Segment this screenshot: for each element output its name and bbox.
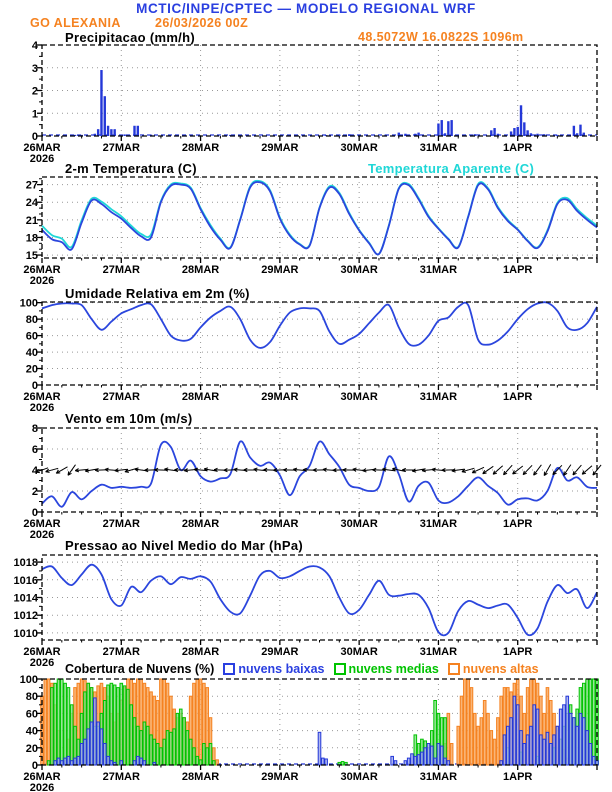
run-datetime: 26/03/2026 00Z [155,16,249,30]
svg-text:29MAR: 29MAR [261,142,299,154]
svg-text:30MAR: 30MAR [340,391,378,403]
mid-clouds-legend-label: nuvens medias [348,662,439,676]
svg-text:27MAR: 27MAR [102,771,140,783]
svg-text:28MAR: 28MAR [181,771,220,783]
station-name: GO ALEXANIA [30,16,121,30]
svg-text:24: 24 [25,197,38,210]
svg-text:40: 40 [25,347,38,360]
svg-text:2026: 2026 [29,402,55,414]
svg-text:1018: 1018 [13,557,38,570]
svg-text:27MAR: 27MAR [102,142,140,154]
svg-text:27MAR: 27MAR [102,518,140,530]
svg-text:27MAR: 27MAR [102,391,140,403]
svg-text:29MAR: 29MAR [261,646,299,658]
svg-text:40: 40 [25,725,38,738]
svg-text:1016: 1016 [13,574,38,587]
svg-text:28MAR: 28MAR [181,142,220,154]
pressure-title: Pressao ao Nivel Medio do Mar (hPa) [65,538,304,553]
precipitation-chart [0,40,612,166]
high-clouds-legend-label: nuvens altas [462,662,539,676]
svg-text:80: 80 [25,314,38,327]
svg-text:20: 20 [25,363,38,376]
svg-text:1010: 1010 [13,627,38,640]
svg-text:1APR: 1APR [503,142,533,154]
cloud-cover-chart [0,670,612,792]
svg-text:2026: 2026 [29,657,55,669]
svg-text:27MAR: 27MAR [102,264,140,276]
svg-text:29MAR: 29MAR [261,264,299,276]
svg-text:60: 60 [25,330,38,343]
svg-text:1APR: 1APR [503,518,533,530]
svg-text:26MAR: 26MAR [23,771,61,783]
svg-text:21: 21 [25,214,38,227]
svg-text:29MAR: 29MAR [261,518,299,530]
svg-text:1: 1 [31,108,38,121]
svg-text:30MAR: 30MAR [340,142,378,154]
svg-text:0: 0 [31,380,38,392]
precipitation-title: Precipitacao (mm/h) [65,30,195,45]
low-clouds-legend-label: nuvens baixas [238,662,325,676]
svg-text:31MAR: 31MAR [419,771,458,783]
svg-text:100: 100 [19,297,38,310]
station-coordinates: 48.5072W 16.0822S 1096m [358,30,524,44]
svg-text:30MAR: 30MAR [340,771,378,783]
svg-text:100: 100 [19,674,38,686]
humidity-chart [0,293,612,415]
svg-text:4: 4 [31,465,38,477]
temperature-chart [0,168,612,290]
model-title: MCTIC/INPE/CPTEC — MODELO REGIONAL WRF [136,1,476,16]
svg-text:0: 0 [31,131,38,143]
svg-text:31MAR: 31MAR [419,646,458,658]
svg-text:1APR: 1APR [503,264,533,276]
svg-text:60: 60 [25,708,38,721]
svg-text:2026: 2026 [29,782,55,792]
svg-text:26MAR: 26MAR [23,646,61,658]
svg-text:1014: 1014 [13,592,38,605]
svg-text:1APR: 1APR [503,391,533,403]
svg-text:31MAR: 31MAR [419,264,458,276]
svg-text:28MAR: 28MAR [181,646,220,658]
svg-text:2026: 2026 [29,153,55,165]
svg-text:2: 2 [31,486,38,498]
svg-text:30MAR: 30MAR [340,646,378,658]
svg-text:1APR: 1APR [503,646,533,658]
svg-text:2: 2 [31,85,38,98]
svg-text:1APR: 1APR [503,771,533,783]
humidity-title: Umidade Relativa em 2m (%) [65,286,250,301]
pressure-chart [0,546,612,670]
svg-text:20: 20 [25,742,38,755]
svg-text:6: 6 [31,444,38,456]
svg-text:29MAR: 29MAR [261,771,299,783]
svg-text:0: 0 [31,507,38,519]
svg-text:30MAR: 30MAR [340,518,378,530]
svg-text:4: 4 [31,40,38,52]
svg-text:28MAR: 28MAR [181,391,220,403]
svg-text:27MAR: 27MAR [102,646,140,658]
svg-text:29MAR: 29MAR [261,391,299,403]
temperature-title: 2-m Temperatura (C) [65,161,197,176]
svg-text:26MAR: 26MAR [23,142,61,154]
svg-text:3: 3 [31,62,38,75]
svg-text:31MAR: 31MAR [419,142,458,154]
svg-text:31MAR: 31MAR [419,518,458,530]
svg-text:26MAR: 26MAR [23,518,61,530]
svg-text:26MAR: 26MAR [23,391,61,403]
svg-text:31MAR: 31MAR [419,391,458,403]
svg-text:2026: 2026 [29,529,55,541]
svg-text:18: 18 [25,232,38,245]
svg-text:8: 8 [31,423,38,435]
svg-text:27: 27 [25,179,38,192]
cloud-title: Cobertura de Nuvens (%) [65,662,215,676]
svg-text:28MAR: 28MAR [181,518,220,530]
svg-text:30MAR: 30MAR [340,264,378,276]
svg-text:28MAR: 28MAR [181,264,220,276]
wind-title: Vento em 10m (m/s) [65,411,193,426]
apparent-temperature-legend: Temperatura Aparente (C) [368,161,535,176]
wind-chart [0,418,612,545]
svg-text:26MAR: 26MAR [23,264,61,276]
svg-text:80: 80 [25,691,38,704]
svg-text:15: 15 [25,250,38,263]
svg-text:0: 0 [31,760,38,772]
svg-text:1012: 1012 [13,610,38,623]
svg-text:2026: 2026 [29,275,55,287]
